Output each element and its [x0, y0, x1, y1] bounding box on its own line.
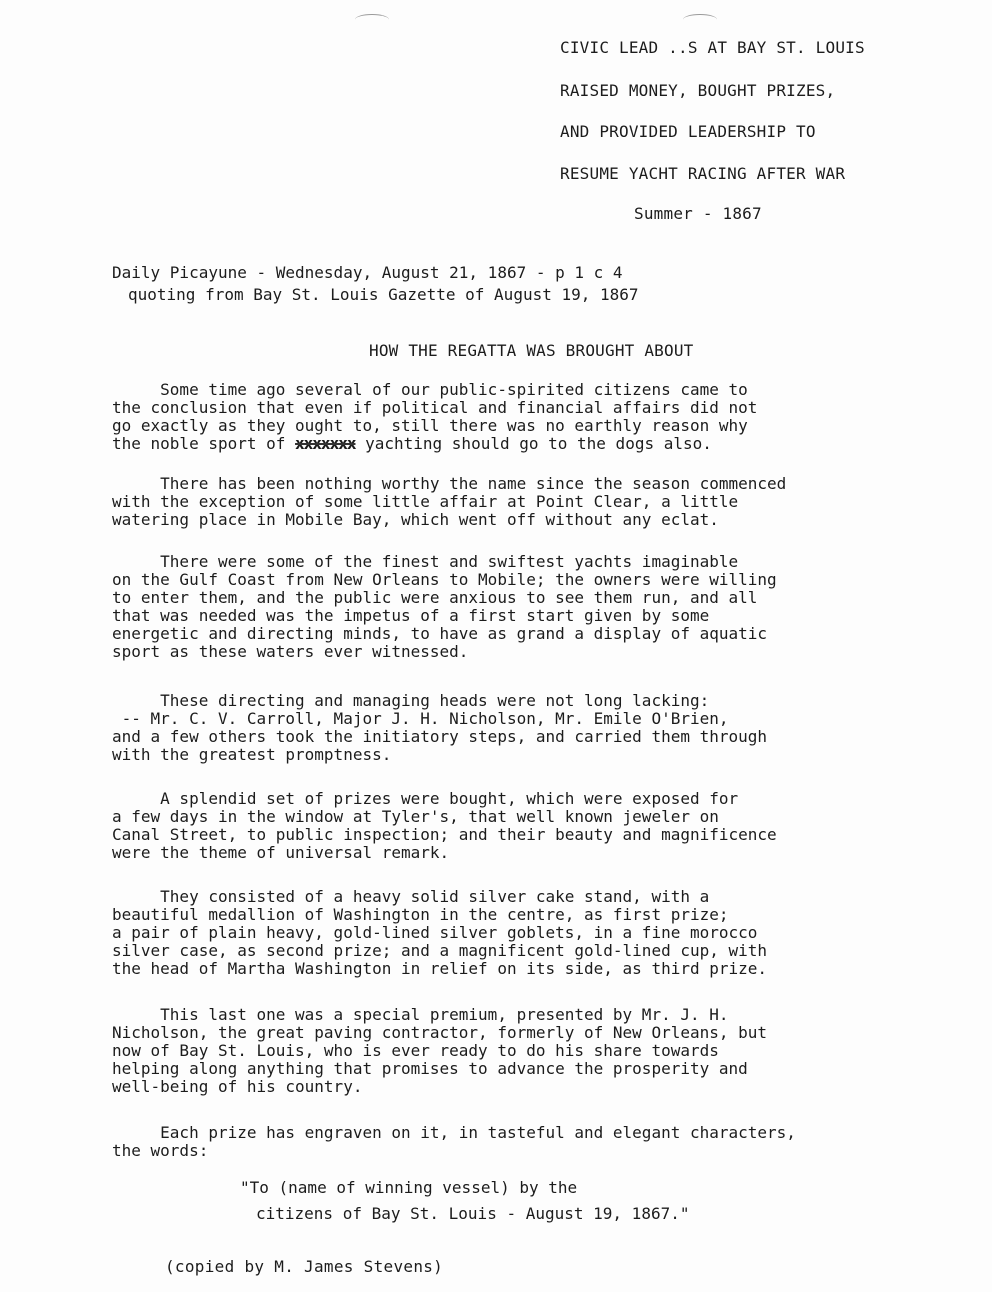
paragraph-line: Each prize has engraven on it, in tasteful and elegant characters,: [112, 1123, 796, 1142]
paragraph-line: Nicholson, the great paving contractor, formerly of New Orleans, but: [112, 1023, 768, 1042]
paragraph-line: the words:: [112, 1141, 209, 1160]
paragraph-1-line-2: the conclusion that even if political and financial affairs did not: [112, 398, 758, 417]
paragraph-line: -- Mr. C. V. Carroll, Major J. H. Nicholson, Mr. Emile O'Brien,: [112, 709, 729, 728]
quote-line-2: citizens of Bay St. Louis - August 19, 1867.": [256, 1204, 690, 1223]
paragraph-1-line-4-end: yachting should go to the dogs also.: [355, 434, 712, 453]
paragraph-3: [112, 553, 777, 661]
copyist-note: (copied by M. James Stevens): [165, 1257, 444, 1276]
paragraph-line: a few days in the window at Tyler's, that well known jeweler on: [112, 807, 719, 826]
paragraph-1-line-4-start: the noble sport of: [112, 434, 296, 453]
paragraph-line: watering place in Mobile Bay, which went off without any eclat.: [112, 510, 719, 529]
paragraph-1: [112, 381, 757, 453]
title-line-1: CIVIC LEAD ..S AT BAY ST. LOUIS: [560, 38, 865, 57]
paragraph-line: a pair of plain heavy, gold-lined silver goblets, in a fine morocco: [112, 923, 758, 942]
paragraph-line: now of Bay St. Louis, who is ever ready to do his share towards: [112, 1041, 719, 1060]
quote-line-1: "To (name of winning vessel) by the: [240, 1178, 578, 1197]
title-line-4: RESUME YACHT RACING AFTER WAR: [560, 164, 846, 183]
paragraph-line: were the theme of universal remark.: [112, 843, 450, 862]
title-date: Summer - 1867: [634, 204, 762, 223]
source-line-1: Daily Picayune - Wednesday, August 21, 1867 - p 1 c 4: [112, 263, 623, 282]
paragraph-line: that was needed was the impetus of a first start given by some: [112, 606, 710, 625]
paragraph-line: well-being of his country.: [112, 1077, 363, 1096]
struck-out-word: xxxxxxx: [295, 434, 356, 453]
paragraph-5: [112, 790, 777, 862]
paragraph-line: These directing and managing heads were not long lacking:: [112, 691, 710, 710]
paragraph-1-line-3: go exactly as they ought to, still there was no earthly reason why: [112, 416, 748, 435]
paragraph-8: [112, 1124, 796, 1160]
paragraph-line: There were some of the finest and swiftest yachts imaginable: [112, 552, 739, 571]
engraving-quote: [240, 1175, 689, 1227]
paragraph-7: [112, 1006, 767, 1096]
source-citation: [112, 262, 639, 306]
punch-hole-mark-right: [683, 14, 717, 25]
paragraph-line: to enter them, and the public were anxious to see them run, and all: [112, 588, 758, 607]
paragraph-1-line-4: [112, 435, 757, 453]
paragraph-line: silver case, as second prize; and a magnificent gold-lined cup, with: [112, 941, 768, 960]
paragraph-6: [112, 888, 767, 978]
title-line-3: AND PROVIDED LEADERSHIP TO: [560, 122, 816, 141]
paragraph-line: There has been nothing worthy the name since the season commenced: [112, 474, 787, 493]
paragraph-line: sport as these waters ever witnessed.: [112, 642, 469, 661]
paragraph-1-line-1: Some time ago several of our public-spirited citizens came to: [112, 380, 748, 399]
paragraph-line: helping along anything that promises to advance the prosperity and: [112, 1059, 748, 1078]
title-line-2: RAISED MONEY, BOUGHT PRIZES,: [560, 81, 836, 100]
paragraph-line: A splendid set of prizes were bought, which were exposed for: [112, 789, 739, 808]
article-heading: HOW THE REGATTA WAS BROUGHT ABOUT: [369, 341, 694, 360]
paragraph-line: with the greatest promptness.: [112, 745, 392, 764]
paragraph-line: and a few others took the initiatory steps, and carried them through: [112, 727, 768, 746]
paragraph-line: This last one was a special premium, presented by Mr. J. H.: [112, 1005, 729, 1024]
punch-hole-mark-left: [355, 14, 389, 25]
paragraph-line: Canal Street, to public inspection; and their beauty and magnificence: [112, 825, 777, 844]
paragraph-line: beautiful medallion of Washington in the centre, as first prize;: [112, 905, 729, 924]
paragraph-2: [112, 475, 786, 529]
source-line-2: quoting from Bay St. Louis Gazette of August 19, 1867: [128, 285, 639, 304]
paragraph-line: with the exception of some little affair at Point Clear, a little: [112, 492, 739, 511]
paragraph-4: [112, 692, 767, 764]
paragraph-line: the head of Martha Washington in relief on its side, as third prize.: [112, 959, 768, 978]
paragraph-line: They consisted of a heavy solid silver cake stand, with a: [112, 887, 710, 906]
paragraph-line: energetic and directing minds, to have as grand a display of aquatic: [112, 624, 768, 643]
paragraph-line: on the Gulf Coast from New Orleans to Mobile; the owners were willing: [112, 570, 777, 589]
